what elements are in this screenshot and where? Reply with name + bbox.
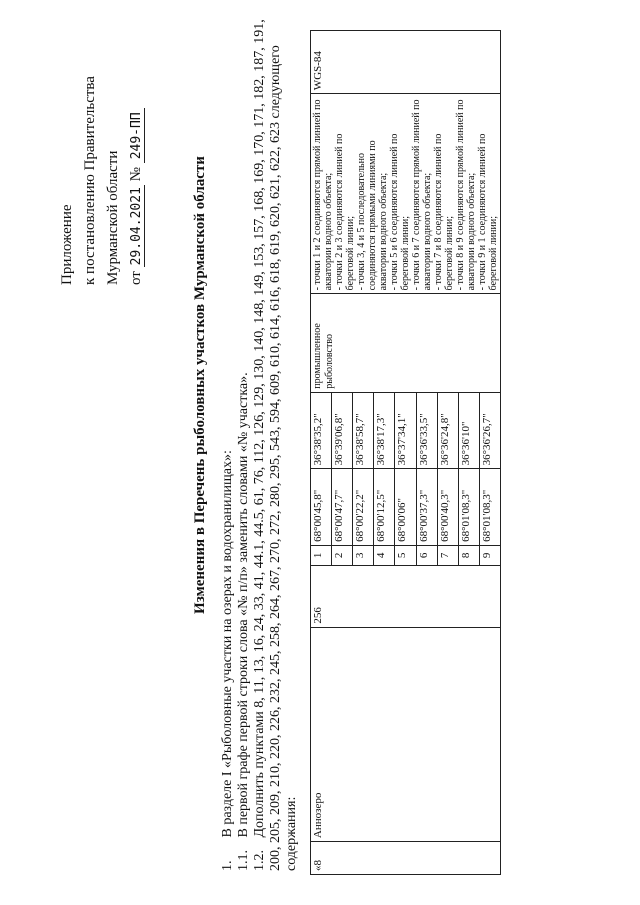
appendix-line-1: Приложение [59,204,75,285]
document-title: Изменения в Перечень рыболовных участков Мурманской области [192,156,208,614]
point-number: 7 [437,545,458,565]
coordinate-system: WGS-84 [311,31,501,94]
item-text: В разделе I «Рыболовные участки на озерах и водохранилищах»: [220,450,235,838]
point-latitude: 68°00'12,5" [374,469,395,546]
boundary-description-line: - точки 5 и 6 соединяются линией по береговой линии; [389,133,411,291]
appendix-line-3: Мурманской области [105,150,121,285]
item-text: Дополнить пунктами 8, 11, 13, 16, 24, 33, 41, 44.1, 44.5, 61, 76, 112, 126, 129, 130, 140, 148, 149, 153, 157, 168, 169, 170, 171, 182, 187, 191, 200, 205, 209, 210, 220, 226, 232, 245, 258, 264, 267, 270, 272, 280, 295, 543, 594, 609, 610, 614, 616, 618, 619, 620, 621, 622, 623 следующего содержания: [252,19,299,871]
point-latitude: 68°01'08,3" [479,469,500,546]
point-longitude: 36°36'24,8" [437,392,458,469]
point-number: 3 [353,545,374,565]
amendment-items [220,1,300,871]
resolution-date: 29.04.2021 [129,187,144,266]
water-body-name: Аннозеро [311,627,501,842]
item-1-2 [252,1,300,871]
boundary-description-line: - точки 9 и 1 соединяются линией по береговой линии; [477,133,499,291]
point-latitude: 68°01'08,3" [458,469,479,546]
point-longitude: 36°37'34,1" [395,392,416,469]
item-number: 1.1. [236,850,251,871]
point-latitude: 68°00'22,2" [353,469,374,546]
point-number: 2 [332,545,353,565]
boundary-description-line: - точки 3, 4 и 5 последовательно соединяются прямыми линиями по акватории водного объекта; [356,140,389,291]
item-number: 1. [220,860,235,871]
point-longitude: 36°39'06,8" [332,392,353,469]
boundary-description-line: - точки 2 и 3 соединяются линией по береговой линии; [334,133,356,291]
point-longitude: 36°38'58,7" [353,392,374,469]
area-size: 256 [311,565,501,627]
appendix-header [56,25,148,285]
appendix-line-2: к постановлению Правительства [82,76,98,285]
item-text: В первой графе первой строки слова «№ п/п» заменить словами «№ участка». [236,372,251,838]
item-1 [220,1,236,871]
point-longitude: 36°36'10" [458,392,479,469]
point-number: 1 [311,545,332,565]
number-label: № [128,167,144,182]
point-longitude: 36°38'17,3" [374,392,395,469]
area-number: «8 [311,842,501,875]
resolution-number: 249-ПП [129,108,145,163]
fishing-area-table [310,30,501,875]
point-longitude: 36°36'33,5" [416,392,437,469]
fishing-type: промышленное рыболовство [311,294,501,392]
point-number: 6 [416,545,437,565]
point-number: 8 [458,545,479,565]
boundary-description-line: - точки 7 и 8 соединяются линией по береговой линии; [433,133,455,291]
point-latitude: 68°00'06" [395,469,416,546]
item-number: 1.2. [252,850,267,871]
point-latitude: 68°00'37,3" [416,469,437,546]
point-longitude: 36°38'35,2" [311,392,332,469]
boundary-description-line: - точки 8 и 9 соединяются прямой линией по акватории водного объекта; [455,99,477,291]
point-latitude: 68°00'45,8" [311,469,332,546]
point-latitude: 68°00'40,3" [437,469,458,546]
from-label: от [128,271,144,285]
appendix-date-line [125,25,148,285]
point-number: 9 [479,545,500,565]
table-row [311,31,332,875]
point-latitude: 68°00'47,7" [332,469,353,546]
boundary-description-line: - точки 1 и 2 соединяются прямой линией по акватории водного объекта; [312,99,334,291]
boundary-description-line: - точки 6 и 7 соединяются прямой линией по акватории водного объекта; [411,99,433,291]
point-longitude: 36°36'26,7" [479,392,500,469]
boundary-description [311,94,501,294]
point-number: 4 [374,545,395,565]
item-1-1 [236,1,252,871]
point-number: 5 [395,545,416,565]
